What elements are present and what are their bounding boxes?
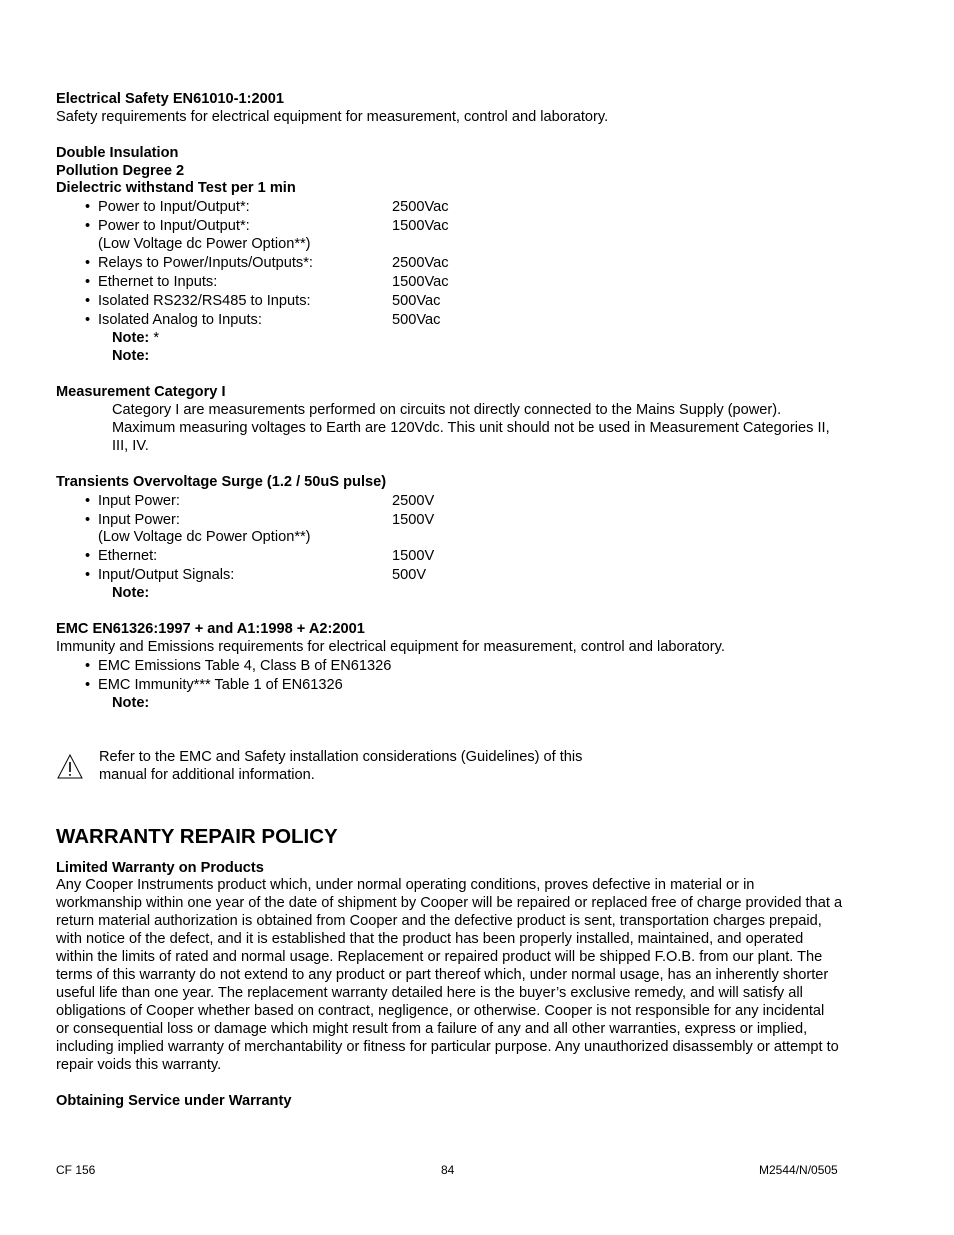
warranty-text-line: including implied warranty of merchantability or fitness for particular purpose. Any unauthorized disassembly or attempt to — [56, 1039, 839, 1055]
limited-warranty-heading: Limited Warranty on Products — [56, 860, 264, 876]
dielectric-item: • Isolated Analog to Inputs: — [85, 312, 262, 328]
dielectric-value: 2500Vac — [392, 199, 449, 215]
warranty-text-line: useful life than one year. The replacement warranty detailed here is the buyer’s exclusive remedy, and will satisfy all — [56, 985, 803, 1001]
warning-triangle-icon — [56, 753, 84, 781]
dielectric-item: • Isolated RS232/RS485 to Inputs: — [85, 293, 311, 309]
footer-left: CF 156 — [56, 1163, 96, 1177]
caution-text: Refer to the EMC and Safety installation considerations (Guidelines) of this — [99, 749, 583, 765]
warranty-text-line: Any Cooper Instruments product which, under normal operating conditions, proves defective in material or in — [56, 877, 755, 893]
caution-text: manual for additional information. — [99, 767, 315, 783]
transient-item: • Input/Output Signals: — [85, 567, 235, 583]
warranty-text-line: within the limits of rated and normal usage. Replacement or repaired product will be shipped F.O.B. from our plant. The — [56, 949, 823, 965]
dielectric-item: • Power to Input/Output*: — [85, 218, 250, 234]
transient-value: 1500V — [392, 548, 435, 564]
dielectric-item: • Relays to Power/Inputs/Outputs*: — [85, 255, 313, 271]
transient-item: • Input Power: — [85, 512, 180, 528]
measurement-category-text: Category I are measurements performed on circuits not directly connected to the Mains Supply (power). — [112, 402, 782, 418]
insulation-note-1: Note: * — [112, 330, 160, 346]
dielectric-item-subtext: (Low Voltage dc Power Option**) — [98, 236, 311, 252]
transient-value: 2500V — [392, 493, 435, 509]
warranty-text-line: terms of this warranty do not extend to any product or part thereof which, under normal usage, has an inherently shorter — [56, 967, 829, 983]
transient-item-subtext: (Low Voltage dc Power Option**) — [98, 529, 311, 545]
transient-value: 1500V — [392, 512, 435, 528]
obtaining-service-heading: Obtaining Service under Warranty — [56, 1093, 292, 1109]
transient-item: • Input Power: — [85, 493, 180, 509]
dielectric-item: • Power to Input/Output*: — [85, 199, 250, 215]
insulation-note-2: Note: — [112, 348, 150, 364]
warranty-text-line: or consequential loss or damage which might result from a failure of any and all other warranties, express or implied, — [56, 1021, 808, 1037]
measurement-category-text: Maximum measuring voltages to Earth are 120Vdc. This unit should not be used in Measurement Categories II, — [112, 420, 830, 436]
transient-value: 500V — [392, 567, 427, 583]
warranty-heading: WARRANTY REPAIR POLICY — [56, 825, 338, 848]
double-insulation-label: Double Insulation — [56, 145, 179, 161]
measurement-category-text: III, IV. — [112, 438, 149, 454]
transients-title: Transients Overvoltage Surge (1.2 / 50uS pulse) — [56, 474, 387, 490]
warranty-text-line: with notice of the defect, and it is established that the product has been properly installed, maintained, and operated — [56, 931, 804, 947]
dielectric-value: 1500Vac — [392, 274, 449, 290]
emc-note: Note: — [112, 695, 150, 711]
dielectric-value: 500Vac — [392, 293, 441, 309]
emc-item: • EMC Immunity*** Table 1 of EN61326 — [85, 677, 343, 693]
measurement-category-title: Measurement Category I — [56, 384, 226, 400]
footer-right: M2544/N/0505 — [759, 1163, 838, 1177]
dielectric-item: • Ethernet to Inputs: — [85, 274, 218, 290]
dielectric-test-label: Dielectric withstand Test per 1 min — [56, 180, 296, 196]
emc-description: Immunity and Emissions requirements for electrical equipment for measurement, control and laboratory. — [56, 639, 725, 655]
pollution-degree-label: Pollution Degree 2 — [56, 163, 185, 179]
warranty-text-line: obligations of Cooper whether based on contract, negligence, or otherwise. Cooper is not responsible for any incidental — [56, 1003, 825, 1019]
electrical-safety-title: Electrical Safety EN61010-1:2001 — [56, 91, 284, 107]
transients-note: Note: — [112, 585, 150, 601]
emc-title: EMC EN61326:1997 + and A1:1998 + A2:2001 — [56, 621, 365, 637]
emc-item: • EMC Emissions Table 4, Class B of EN61326 — [85, 658, 392, 674]
dielectric-value: 500Vac — [392, 312, 441, 328]
dielectric-value: 2500Vac — [392, 255, 449, 271]
electrical-safety-description: Safety requirements for electrical equipment for measurement, control and laboratory. — [56, 109, 609, 125]
warranty-text-line: workmanship within one year of the date of shipment by Cooper will be repaired or replaced free of charge provided that a — [56, 895, 843, 911]
warranty-text-line: return material authorization is obtained from Cooper and the defective product is sent, transportation charges prepaid, — [56, 913, 822, 929]
warranty-text-line: repair voids this warranty. — [56, 1057, 222, 1073]
dielectric-value: 1500Vac — [392, 218, 449, 234]
page-number: 84 — [441, 1163, 455, 1177]
transient-item: • Ethernet: — [85, 548, 158, 564]
